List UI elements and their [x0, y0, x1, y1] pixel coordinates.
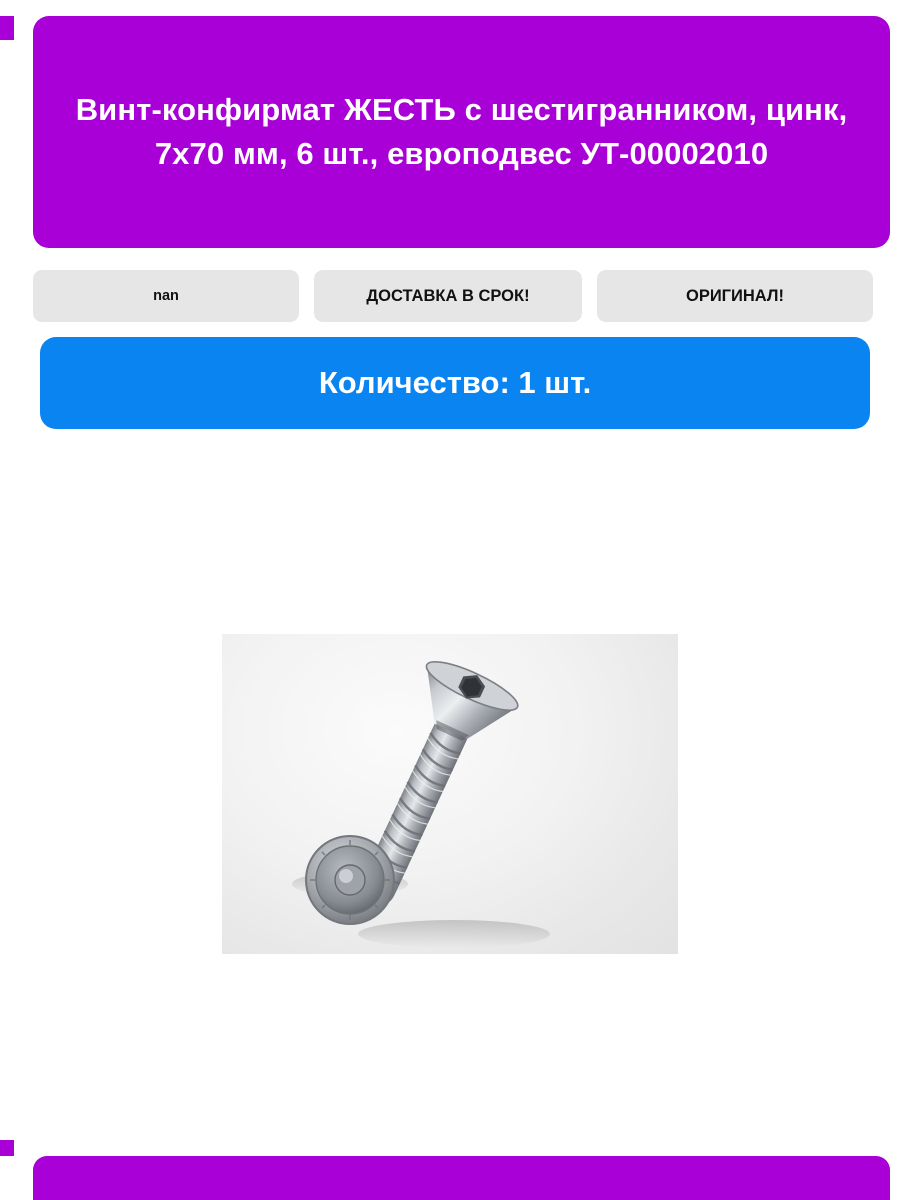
screw-illustration-icon	[222, 634, 678, 954]
quantity-label: Количество: 1 шт.	[318, 365, 592, 400]
badge-original-label: ОРИГИНАЛ!	[685, 286, 785, 305]
badge-nan	[33, 270, 299, 322]
badge-delivery	[314, 270, 582, 322]
product-title-banner	[33, 16, 890, 248]
bottom-accent-band	[33, 1156, 890, 1200]
left-edge-accent-strip-bottom	[0, 1140, 14, 1156]
product-image-area	[0, 452, 900, 1140]
quantity-bar	[40, 337, 870, 429]
page-title: Винт-конфирмат ЖЕСТЬ с шестигранником, цинк, 7х70 мм, 6 шт., европодвес УТ-00002010	[75, 91, 848, 171]
left-edge-accent-strip-top	[0, 16, 14, 40]
badge-original	[597, 270, 873, 322]
badge-delivery-label: ДОСТАВКА В СРОК!	[366, 286, 530, 305]
badge-row	[33, 270, 877, 322]
badge-nan-label: nan	[153, 288, 179, 304]
product-photo	[222, 634, 678, 954]
